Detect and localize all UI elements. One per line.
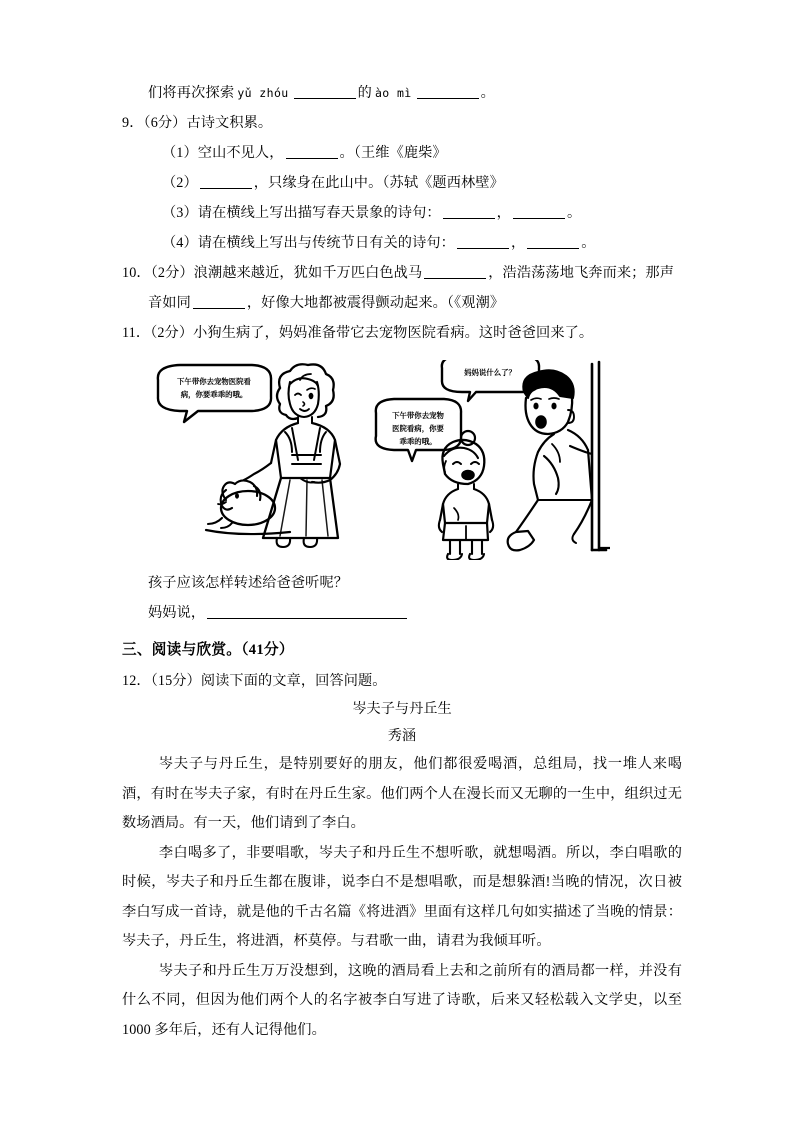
question-text: 阅读下面的文章，回答问题。: [200, 673, 387, 689]
answer-blank[interactable]: [443, 218, 495, 219]
carryover-suffix: 。: [480, 85, 495, 101]
answer-blank[interactable]: [457, 248, 509, 249]
bubble-text-girl-line3: 乖乖的哦。: [399, 437, 437, 446]
answer-blank[interactable]: [193, 308, 245, 309]
door-frame: [592, 362, 610, 550]
character-father: [508, 370, 592, 550]
answer-blank[interactable]: [417, 98, 479, 99]
question-12-stem: 12．（15分）阅读下面的文章，回答问题。: [122, 673, 387, 689]
pinyin-yuzhou: yǔ zhóu: [237, 86, 289, 100]
question-text-part3: ，好像大地都被震得颤动起来。（《观潮》: [246, 295, 505, 311]
question-number: 10: [122, 265, 137, 281]
comic-svg: [140, 360, 610, 560]
answer-blank[interactable]: [286, 158, 338, 159]
page-content: [122, 78, 682, 1045]
bubble-text-girl-line2: 医院看病，你要: [392, 424, 444, 433]
item-text-before: 请在横线上写出描写春天景象的诗句：: [197, 205, 441, 221]
question-score: （6分）: [143, 115, 187, 131]
bubble-text-mother-line2: 病，你要乖乖的哦。: [180, 390, 248, 399]
question-score: （2分）: [150, 265, 194, 281]
item-label: （2）: [162, 175, 198, 191]
question-9-item-1: [122, 138, 682, 168]
article-title: 岑夫子与丹丘生: [352, 701, 452, 717]
question-9-stem: 9．（6分）古诗文积累。: [122, 115, 273, 131]
item-text-after: 。（王维《鹿柴》: [339, 145, 447, 161]
question-9-item-4: [122, 228, 682, 258]
question-10: 10．（2分）浪潮越来越近，犹如千万匹白色战马 ，浩浩荡荡地飞奔而来；那声音如同 ，好像大地都被震得颤动起来。（《观潮》: [122, 265, 675, 311]
item-separator: ，: [510, 235, 526, 251]
followup-text: 孩子应该怎样转述给爸爸听呢？: [148, 575, 349, 591]
item-text-before: 请在横线上写出与传统节日有关的诗句：: [197, 235, 455, 251]
answer-blank[interactable]: [207, 618, 407, 619]
section-3-heading: 三、阅读与欣赏。（41分）: [122, 642, 294, 658]
question-9-item-2: [122, 168, 682, 198]
question-11-followup: [122, 568, 682, 598]
pinyin-aomi: ào mì: [374, 86, 412, 100]
answer-blank[interactable]: [527, 248, 579, 249]
question-text-part2: ，浩浩荡荡地飞奔而来；那声音如同: [148, 265, 675, 311]
answer-prompt: 妈妈说，: [148, 605, 206, 621]
question-11-answer-line: [122, 598, 682, 628]
question-text: 小狗生病了，妈妈准备带它去宠物医院看病。这时爸爸回来了。: [193, 325, 594, 341]
item-tail: 。: [566, 205, 582, 221]
item-text-after: ，只缘身在此山中。（苏轼《题西林壁》: [253, 175, 504, 191]
question-score: （2分）: [150, 325, 194, 341]
article-paragraph: 岑夫子和丹丘生万万没想到，这晚的酒局看上去和之前所有的酒局都一样，并没有什么不同，但因为他们两个人的名字被李白写进了诗歌，后来又轻松载入文学史，以至 1000 多年后，还有人记得他们。: [122, 962, 682, 1038]
answer-blank[interactable]: [294, 98, 356, 99]
question-number: 12: [122, 673, 137, 689]
answer-blank[interactable]: [513, 218, 565, 219]
bubble-text-mother-line1: 下午带你去宠物医院看: [177, 377, 251, 386]
item-text-before: 空山不见人，: [197, 145, 284, 161]
question-11-stem: 11．（2分）小狗生病了，妈妈准备带它去宠物医院看病。这时爸爸回来了。: [122, 325, 594, 341]
answer-blank[interactable]: [200, 188, 252, 189]
comic-illustration: [140, 360, 610, 560]
question-text: 古诗文积累。: [186, 115, 273, 131]
answer-blank[interactable]: [424, 278, 486, 279]
bubble-text-girl-line1: 下午带你去宠物: [392, 411, 444, 420]
item-label: （3）: [162, 205, 198, 221]
question-9-item-3: [122, 198, 682, 228]
question-text-part1: 浪潮越来越近，犹如千万匹白色战马: [193, 265, 423, 281]
carryover-line: [122, 78, 682, 108]
question-score: （15分）: [150, 673, 201, 689]
item-label: （1）: [162, 145, 198, 161]
question-number: 9: [122, 115, 130, 131]
question-number: 11: [122, 325, 136, 341]
article-paragraph: 李白喝多了，非要唱歌，岑夫子和丹丘生不想听歌，就想喝酒。所以，李白唱歌的时候，岑夫子和丹丘生都在腹诽，说李白不是想唱歌，而是想躲酒!当晚的情况，次日被李白写成一首诗，就是他的千古名篇《将进酒》里面有这样几句如实描述了当晚的情景：岑夫子，丹丘生，将进酒，杯莫停。与君歌一曲，请君为我倾耳听。: [122, 844, 682, 949]
item-separator: ，: [496, 205, 511, 221]
carryover-prefix: 们将再次探索: [148, 85, 235, 101]
item-tail: 。: [581, 235, 596, 251]
carryover-middle: 的: [357, 85, 372, 101]
article-author: 秀涵: [387, 728, 417, 744]
article-paragraph: 岑夫子与丹丘生，是特别要好的朋友，他们都很爱喝酒，总组局，找一堆人来喝酒，有时在岑夫子家，有时在丹丘生家。他们两个人在漫长而又无聊的一生中，组织过无数场酒局。有一天，他们请到了李白。: [122, 756, 682, 831]
item-label: （4）: [162, 235, 198, 251]
bubble-text-father: 妈妈说什么了？: [464, 368, 516, 377]
